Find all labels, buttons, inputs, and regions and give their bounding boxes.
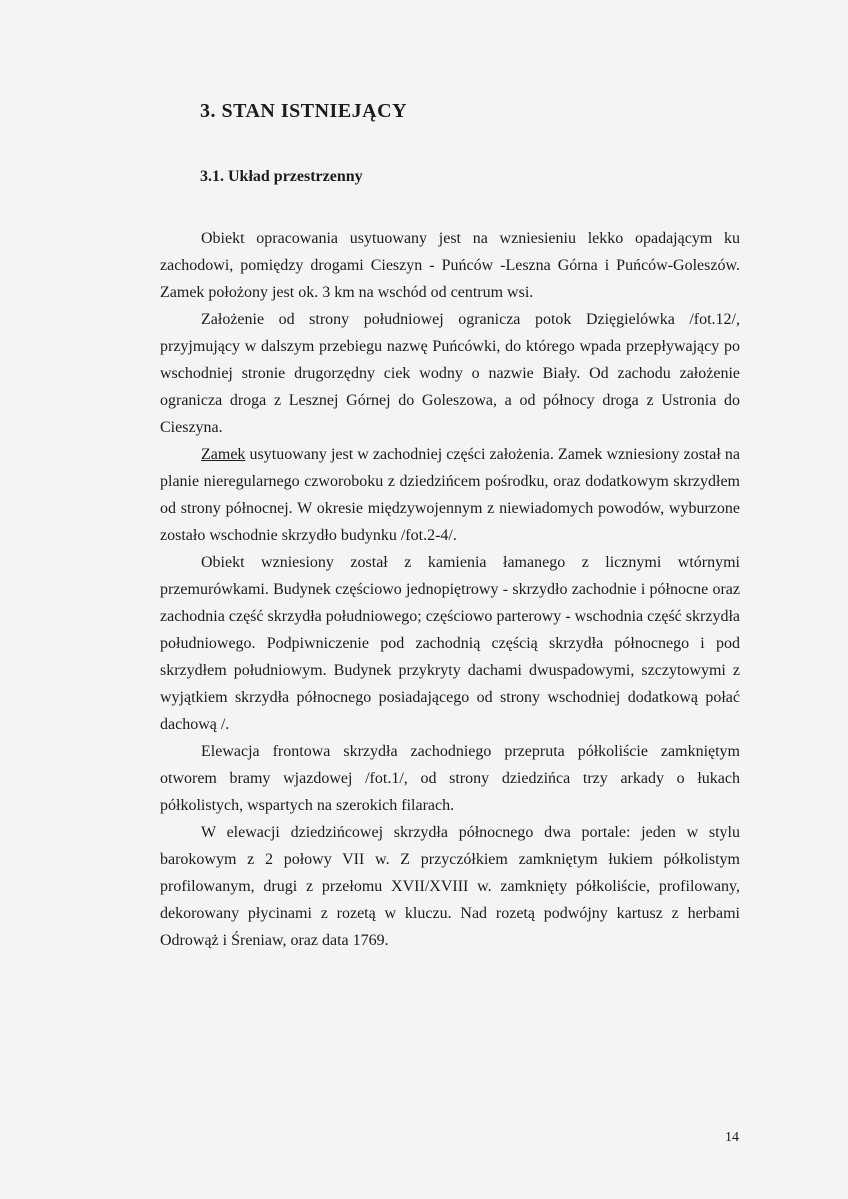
paragraph-castle-text: usytuowany jest w zachodniej części założenia. Zamek wzniesiony został na planie nieregularnego czworoboku z dziedzińcem pośrodku, oraz dodatkowym skrzydłem od strony północnej. W okresie międzywojennym z niewiadomych powodów, wyburzone zostało wschodnie skrzydło budynku /fot.2-4/.: [160, 446, 740, 544]
paragraph-castle: [160, 441, 740, 549]
subsection-heading: 3.1. Układ przestrzenny: [200, 168, 363, 185]
paragraph-boundaries: Założenie od strony południowej ogranicza potok Dzięgielówka /fot.12/, przyjmujący w dalszym przebiegu nazwę Puńcówki, do którego wpada przepływający po wschodniej stronie drugorzędny ciek wodny o nazwie Biały. Od zachodu założenie ogranicza droga z Lesznej Górnej do Goleszowa, a od północy droga z Ustronia do Cieszyna.: [160, 311, 740, 436]
paragraph-location: Obiekt opracowania usytuowany jest na wzniesieniu lekko opadającym ku zachodowi, pomiędzy drogami Cieszyn - Puńców -Leszna Górna i Puńców-Goleszów. Zamek położony jest ok. 3 km na wschód od centrum wsi.: [160, 230, 740, 301]
body-text: [160, 225, 740, 954]
paragraph-portals: W elewacji dziedzińcowej skrzydła północnego dwa portale: jeden w stylu barokowym z 2 połowy VII w. Z przyczółkiem zamkniętym łukiem półkolistym profilowanym, drugi z przełomu XVII/XVIII w. zamknięty półkoliście, profilowany, dekorowany płycinami z rozetą w kluczu. Nad rozetą podwójny kartusz z herbami Odrowąż i Śreniaw, oraz data 1769.: [160, 824, 740, 949]
section-heading: 3. STAN ISTNIEJĄCY: [200, 100, 408, 122]
paragraph-elevation: Elewacja frontowa skrzydła zachodniego przepruta półkoliście zamkniętym otworem bramy wjazdowej /fot.1/, od strony dziedzińca trzy arkady o łukach półkolistych, wspartych na szerokich filarach.: [160, 743, 740, 814]
page-number: 14: [725, 1130, 739, 1145]
paragraph-construction: Obiekt wzniesiony został z kamienia łamanego z licznymi wtórnymi przemurówkami. Budynek częściowo jednopiętrowy - skrzydło zachodnie i północne oraz zachodnia część skrzydła południowego; częściowo parterowy - wschodnia część skrzydła południowego. Podpiwniczenie pod zachodnią częścią skrzydła północnego i pod skrzydłem południowym. Budynek przykryty dachami dwuspadowymi, szczytowymi z wyjątkiem skrzydła północnego posiadającego od strony wschodniej dodatkową połać dachową /.: [160, 554, 740, 733]
paragraph-castle-lead: Zamek: [201, 446, 246, 463]
